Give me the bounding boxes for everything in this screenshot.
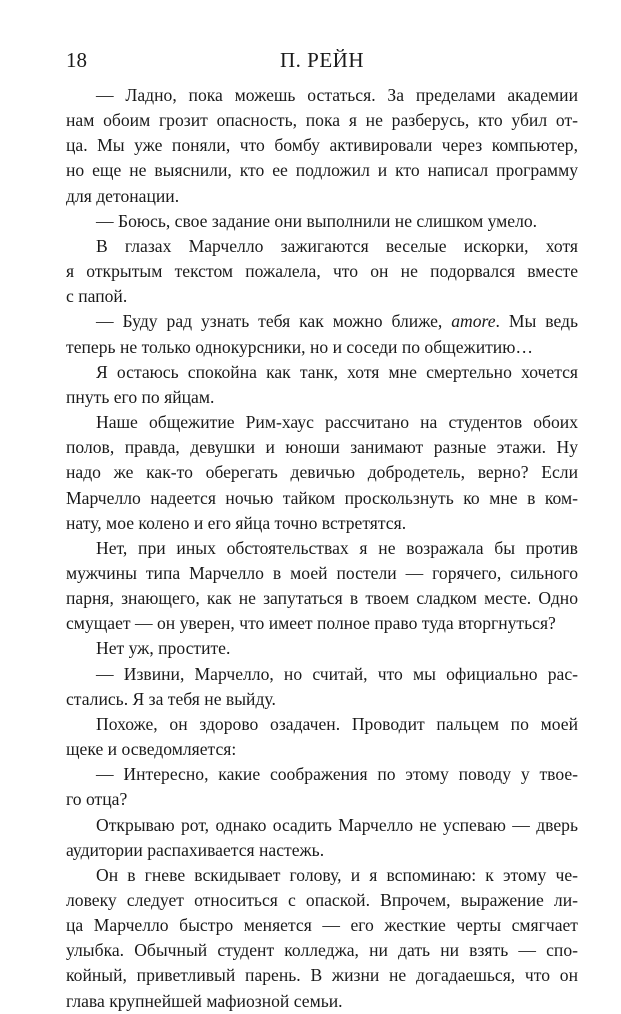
paragraph bbox=[66, 762, 578, 812]
text-line: — Извини, Марчелло, но считай, что мы официально рас- bbox=[96, 663, 578, 684]
text-line: койный, приветливый парень. В жизни не догадаешься, что он bbox=[66, 965, 578, 986]
paragraph bbox=[66, 712, 578, 762]
body-text bbox=[66, 83, 578, 1014]
text-line: аудитории распахивается настежь. bbox=[66, 839, 325, 860]
page-number: 18 bbox=[66, 48, 87, 72]
text-line: нату, мое колено и его яйца точно встретятся. bbox=[66, 512, 407, 533]
text-line: нам обоим грозит опасность, пока я не разберусь, кто убил от- bbox=[66, 110, 578, 131]
paragraph bbox=[66, 863, 578, 1014]
running-head: П. РЕЙН bbox=[279, 48, 364, 72]
text-line: Открываю рот, однако осадить Марчелло не успеваю — дверь bbox=[96, 814, 578, 835]
paragraph bbox=[66, 813, 578, 863]
text-line: — Интересно, какие соображения по этому поводу у твое- bbox=[96, 764, 578, 785]
text-line: В глазах Марчелло зажигаются веселые искорки, хотя bbox=[96, 235, 578, 256]
text-line: ца. Мы уже поняли, что бомбу активировали через компьютер, bbox=[66, 135, 578, 156]
text-line: Нет, при иных обстоятельствах я не возражала бы против bbox=[96, 537, 578, 558]
text-line: — Ладно, пока можешь остаться. За пределами академии bbox=[96, 85, 578, 105]
text-line: смущает — он уверен, что имеет полное право туда вторгнуться? bbox=[66, 613, 556, 634]
text-line: надо же как-то оберегать девичью добродетель, верно? Если bbox=[66, 462, 578, 483]
text-line: улыбка. Обычный студент колледжа, ни дать ни взять — спо- bbox=[66, 940, 578, 961]
text-line: Наше общежитие Рим-хаус рассчитано на студентов обоих bbox=[96, 412, 578, 433]
text-line: глава крупнейшей мафиозной семьи. bbox=[66, 990, 343, 1011]
text-line: ловеку следует относиться с опаской. Впрочем, выражение ли- bbox=[66, 890, 578, 910]
text-line: для детонации. bbox=[66, 185, 180, 206]
text-line: пнуть его по яйцам. bbox=[66, 386, 215, 407]
paragraph bbox=[66, 83, 578, 209]
text-line: Марчелло надеется ночью тайком проскользнуть ко мне в ком- bbox=[66, 487, 578, 508]
paragraph bbox=[66, 410, 578, 536]
text-line: щеке и осведомляется: bbox=[66, 739, 237, 760]
text-line: парня, знающего, как не запутаться в твоем сладком месте. Одно bbox=[66, 588, 578, 609]
paragraph bbox=[66, 662, 578, 712]
page-header bbox=[66, 46, 578, 74]
text-line: полов, правда, девушки и юноши занимают разные этажи. Ну bbox=[66, 437, 578, 458]
text-segment: . Мы ведь bbox=[495, 311, 578, 332]
text-line: — Боюсь, свое задание они выполнили не слишком умело. bbox=[96, 210, 538, 231]
paragraph bbox=[66, 536, 578, 637]
paragraph bbox=[66, 360, 578, 410]
text-line: стались. Я за тебя не выйду. bbox=[66, 688, 276, 709]
text-line: Он в гневе вскидывает голову, и я вспоминаю: к этому че- bbox=[96, 864, 578, 885]
paragraph bbox=[66, 636, 578, 661]
text-line: Нет уж, простите. bbox=[96, 638, 231, 659]
paragraph bbox=[66, 309, 578, 359]
text-line: Похоже, он здорово озадачен. Проводит пальцем по моей bbox=[96, 713, 578, 734]
text-segment: — Буду рад узнать тебя как можно ближе, bbox=[96, 311, 452, 332]
text-line bbox=[66, 309, 578, 334]
text-line: ца Марчелло быстро меняется — его жесткие черты смягчает bbox=[66, 915, 578, 936]
paragraph bbox=[66, 209, 578, 234]
text-line: я открытым текстом пожалела, что он не подорвался вместе bbox=[66, 261, 578, 282]
text-line: теперь не только однокурсники, но и соседи по общежитию… bbox=[66, 336, 533, 357]
text-line: Я остаюсь спокойна как танк, хотя мне смертельно хочется bbox=[96, 361, 578, 382]
text-line: го отца? bbox=[66, 789, 128, 810]
text-line: с папой. bbox=[66, 286, 128, 307]
text-line: мужчины типа Марчелло в моей постели — горячего, сильного bbox=[66, 562, 578, 583]
text-line: но еще не выяснили, кто ее подложил и кто написал программу bbox=[66, 160, 578, 181]
paragraph bbox=[66, 234, 578, 309]
italic-word: amore bbox=[451, 311, 496, 332]
